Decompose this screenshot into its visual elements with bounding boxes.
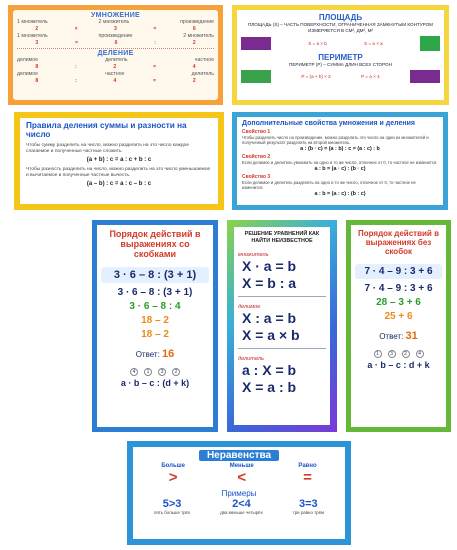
- equations-title: РЕШЕНИЕ УРАВНЕНИЙ КАК НАЙТИ НЕИЗВЕСТНОЕ: [244, 231, 320, 244]
- main-expression: 3 · 6 – 8 : (3 + 1): [101, 267, 209, 283]
- inequality-symbols: Больше > Меньше < Равно =: [161, 463, 317, 486]
- order-markers: 1 3 2 4: [355, 350, 442, 358]
- poster-additional-properties: Дополнительные свойства умножения и деления Свойство 1 Чтобы разделить число на произведение, можно разделить это число на один из множителей и полученный результат разделить на второй множитель. a : (b · c) = (a : b) : c = (a : c) : b Свойство 2 Если делимое и делитель умножить на одно и то же число, отличное от 0, то частное не изменится. a : b = (a · c) : (b · c) Свойство 3 Если делимое и делитель разделить на одно и то же число, отличное от 0, то частное не изменится. a : b = (a : c) : (b : c): [232, 112, 448, 210]
- order-parens-title: Порядок действий в выражениях со скобками: [109, 229, 201, 259]
- answer: Ответ: 31: [379, 330, 418, 342]
- order-noparens-title: Порядок действий в выражениях без скобок: [358, 229, 439, 256]
- div-headers: делимое делитель частное: [17, 57, 214, 63]
- properties-title: Дополнительные свойства умножения и деления: [242, 120, 415, 127]
- perimeter-desc: ПЕРИМЕТР (Р) – СУММА ДЛИН ВСЕХ СТОРОН: [289, 62, 392, 67]
- perimeter-title: ПЕРИМЕТР: [318, 53, 363, 62]
- poster-order-with-parens: Порядок действий в выражениях со скобками 3 · 6 – 8 : (3 + 1) 3 · 6 – 8 : (3 + 1) 3 · 6 – 8 : 4 18 – 2 18 – 2 Ответ: 16 4 1 3 2 a · b – c : (d + k): [92, 220, 218, 432]
- sum-formula: (a + b) : c = a : c + b : c: [86, 157, 152, 163]
- sum-rule-text: Чтобы сумму разделить на число, можно разделить на это число каждое слагаемое и полученные частные сложить.: [26, 143, 190, 154]
- inequalities-title: Неравенства: [199, 450, 279, 461]
- diff-formula: (a – b) : c = a : c – b : c: [86, 181, 152, 187]
- perimeter-diagram: P = (a + b) × 2 P = a × 4: [241, 70, 440, 83]
- poster-area-perimeter: [232, 5, 449, 105]
- poster-division-rules: [14, 112, 224, 210]
- answer: Ответ: 16: [135, 348, 175, 360]
- mult-headers-b: 1 множитель произведение 2 множитель: [17, 33, 214, 39]
- examples: 5>3 пять больше трёх 2<4 два меньше четырёх 3=3 три равно трём: [153, 498, 325, 515]
- poster-order-no-parens: Порядок действий в выражениях без скобок 7 · 4 – 9 : 3 + 6 7 · 4 – 9 : 3 + 6 28 – 3 + 6 25 + 6 Ответ: 31 1 3 2 4 a · b – c : d + k: [346, 220, 451, 432]
- area-title: ПЛОЩАДЬ: [318, 13, 363, 22]
- main-expression: 7 · 4 – 9 : 3 + 6: [355, 264, 442, 279]
- square-shape: [410, 70, 440, 83]
- area-desc: ПЛОЩАДЬ (S) – ЧАСТЬ ПОВЕРХНОСТИ, ОГРАНИЧЕННАЯ ЗАМКНУТЫМ КОНТУРОМ: [247, 22, 434, 27]
- square-shape: [420, 36, 440, 51]
- mult-title: УМНОЖЕНИЕ: [90, 12, 141, 19]
- poster-equations: РЕШЕНИЕ УРАВНЕНИЙ КАК НАЙТИ НЕИЗВЕСТНОЕ множитель X · a = b X = b : a делимое X : a = b X = a × b делитель a : X = b X = a : b: [227, 220, 337, 432]
- area-diagram: S = a × b S = a × a: [241, 36, 440, 51]
- area-units: ИЗМЕРЯЕТСЯ В СМ², ДМ², М²: [308, 28, 373, 33]
- rules-title: Правила деления суммы и разности на число: [26, 121, 187, 139]
- rectangle-shape: [241, 37, 271, 50]
- poster-inequalities: [127, 441, 351, 545]
- examples-title: Примеры: [221, 489, 257, 498]
- order-markers: 4 1 3 2: [101, 368, 209, 376]
- div-title: ДЕЛЕНИЕ: [97, 50, 134, 57]
- rectangle-shape: [241, 70, 271, 83]
- poster-multiplication-division: УМНОЖЕНИЕ 1 множитель 2 множитель произведение 2 × 3 = 6 1 множитель произведение 2 множитель 3 = 6 : 2 ДЕЛЕНИЕ делимое делитель частное 8 : 2 = 4 делимое частное делитель 8 : 4 = 2: [8, 5, 223, 105]
- div-values: 8 : 2 = 4: [35, 64, 196, 70]
- mult-values: 2 × 3 = 6: [35, 26, 196, 32]
- mult-headers: 1 множитель 2 множитель произведение: [17, 19, 214, 25]
- diff-rule-text: Чтобы разность разделить на число, можно разделить на это число уменьшаемое и вычитаемое и полученные частные вычесть.: [26, 167, 211, 178]
